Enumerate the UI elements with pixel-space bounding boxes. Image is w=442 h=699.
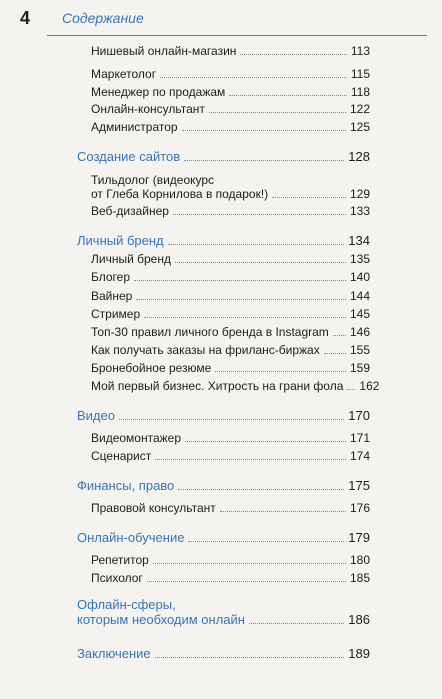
leader-dots <box>160 77 347 78</box>
toc-entry <box>91 307 370 321</box>
toc-section-title: Видео <box>77 408 115 423</box>
leader-dots <box>188 541 344 542</box>
toc-page-number: 128 <box>348 149 370 164</box>
toc-page-number: 144 <box>349 289 370 303</box>
toc-entry-title: Менеджер по продажам <box>91 85 226 99</box>
toc-entry-title: Нишевый онлайн-магазин <box>91 44 237 58</box>
toc-page-number: 118 <box>350 85 370 99</box>
toc-page-number: 174 <box>349 449 370 463</box>
toc-page-number: 133 <box>349 204 370 218</box>
toc-entry-title: Как получать заказы на фриланс-биржах <box>91 343 320 357</box>
toc-entry-title: Тильдолог (видеокурс от Глеба Корнилова в подарок!) <box>91 173 269 201</box>
toc-section <box>77 408 370 423</box>
toc-entry <box>91 120 370 134</box>
toc-entry <box>91 501 370 515</box>
leader-dots <box>229 95 347 96</box>
leader-dots <box>175 262 346 263</box>
toc-entry-title: Маркетолог <box>91 67 157 81</box>
toc-page-number: 185 <box>349 571 370 585</box>
leader-dots <box>324 353 346 354</box>
toc-page-number: 129 <box>349 187 370 201</box>
leader-dots <box>209 112 346 113</box>
toc-entry <box>91 85 370 99</box>
toc-section-title: Заключение <box>77 646 151 661</box>
toc-entry-title: Психолог <box>91 571 143 585</box>
leader-dots <box>136 299 346 300</box>
toc-entry-title: Видеомонтажер <box>91 431 182 445</box>
toc-page-number: 170 <box>348 408 370 423</box>
toc-page-number: 186 <box>348 612 370 627</box>
leader-dots <box>347 389 355 390</box>
leader-dots <box>185 441 346 442</box>
toc-section-title: Личный бренд <box>77 233 164 248</box>
running-title: Содержание <box>62 10 144 26</box>
leader-dots <box>220 511 346 512</box>
toc-entry <box>91 379 380 393</box>
toc-page-number: 135 <box>349 252 370 266</box>
toc-entry-title: Правовой консультант <box>91 501 216 515</box>
toc-entry-title: Сценарист <box>91 449 152 463</box>
toc-entry-title: Личный бренд <box>91 252 171 266</box>
leader-dots <box>240 54 346 55</box>
leader-dots <box>184 160 344 161</box>
toc-entry-title: Администратор <box>91 120 178 134</box>
toc-entry <box>91 252 370 266</box>
toc-page-number: 125 <box>349 120 370 134</box>
toc-section <box>77 646 370 661</box>
toc-page-number: 122 <box>349 102 370 116</box>
leader-dots <box>182 130 346 131</box>
toc-entry <box>91 361 370 375</box>
toc-entry <box>91 571 370 585</box>
header-rule <box>47 35 427 36</box>
toc-entry-title: Топ-30 правил личного бренда в Instagram <box>91 325 329 339</box>
toc-entry <box>91 289 370 303</box>
toc-section <box>77 530 370 545</box>
leader-dots <box>147 581 346 582</box>
leader-dots <box>144 317 346 318</box>
toc-entry <box>91 67 370 81</box>
toc-entry-title: Бронебойное резюме <box>91 361 212 375</box>
toc-section-title: Создание сайтов <box>77 149 181 164</box>
toc-page-number: 162 <box>359 379 380 393</box>
toc-page-number: 134 <box>348 233 370 248</box>
toc-page-number: 171 <box>349 431 370 445</box>
toc-page-number: 189 <box>348 646 370 661</box>
toc-section-title: Офлайн-сферы, которым необходим онлайн <box>77 597 245 627</box>
leader-dots <box>173 214 346 215</box>
leader-dots <box>168 244 345 245</box>
toc-section <box>77 149 370 164</box>
toc-page-number: 175 <box>348 478 370 493</box>
leader-dots <box>155 657 345 658</box>
leader-dots <box>215 371 346 372</box>
toc-entry <box>91 44 370 58</box>
leader-dots <box>155 459 346 460</box>
leader-dots <box>333 335 346 336</box>
toc-entry <box>91 343 370 357</box>
toc-entry <box>91 325 370 339</box>
toc-section <box>77 478 370 493</box>
toc-entry <box>91 431 370 445</box>
toc-page-number: 155 <box>349 343 370 357</box>
toc-entry-title: Мой первый бизнес. Хитрость на грани фола <box>91 379 344 393</box>
toc-page-number: 145 <box>349 307 370 321</box>
leader-dots <box>134 280 346 281</box>
toc-section-title: Финансы, право <box>77 478 175 493</box>
toc-page-number: 180 <box>349 553 370 567</box>
toc-entry <box>91 204 370 218</box>
toc-entry-title: Стример <box>91 307 141 321</box>
toc-entry <box>91 102 370 116</box>
toc-section <box>77 233 370 248</box>
leader-dots <box>249 623 344 624</box>
toc-entry-title: Репетитор <box>91 553 149 567</box>
toc-entry-title: Блогер <box>91 270 131 284</box>
toc-page-number: 146 <box>349 325 370 339</box>
toc-entry <box>91 270 370 284</box>
leader-dots <box>153 563 346 564</box>
page-number: 4 <box>20 8 31 28</box>
toc-page-number: 113 <box>350 44 370 58</box>
toc-page-number: 179 <box>348 530 370 545</box>
toc-entry-title: Вайнер <box>91 289 133 303</box>
toc-section-title: Онлайн-обучение <box>77 530 185 545</box>
toc-entry <box>91 449 370 463</box>
toc-entry-title: Онлайн-консультант <box>91 102 205 116</box>
leader-dots <box>178 489 344 490</box>
toc-entry <box>91 553 370 567</box>
leader-dots <box>119 419 344 420</box>
toc-page-number: 176 <box>349 501 370 515</box>
toc-page-number: 115 <box>350 67 370 81</box>
toc-page-number: 159 <box>349 361 370 375</box>
toc-entry <box>91 173 370 201</box>
toc-page-number: 140 <box>349 270 370 284</box>
leader-dots <box>272 197 346 198</box>
toc-section <box>77 597 370 627</box>
toc-entry-title: Веб-дизайнер <box>91 204 169 218</box>
